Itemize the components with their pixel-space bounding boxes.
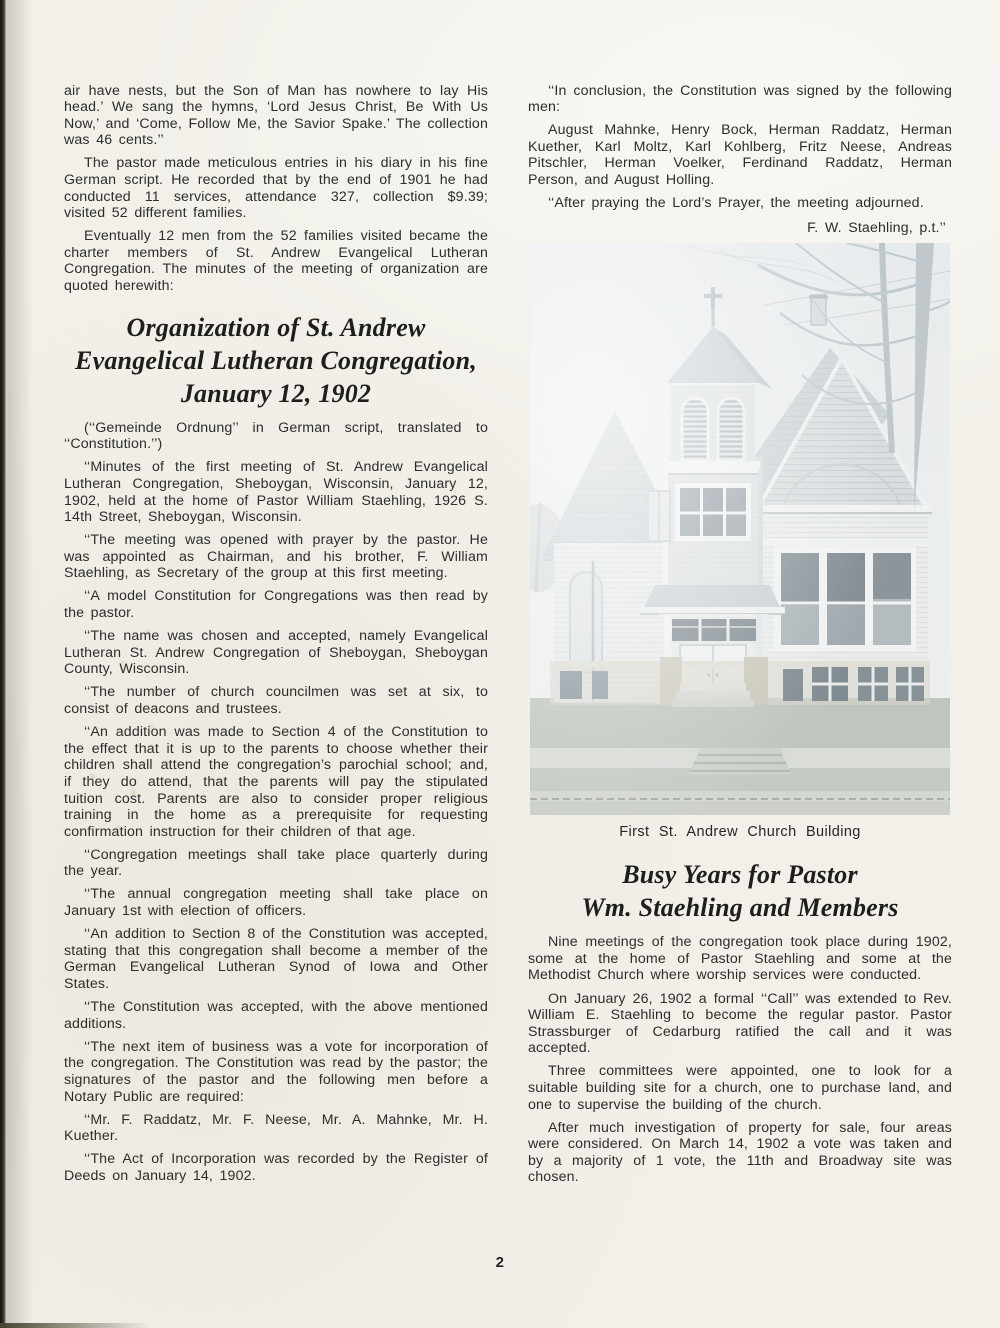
- paragraph: ‘‘After praying the Lord’s Prayer, the meeting adjourned.: [548, 195, 924, 212]
- paragraph: ‘‘Mr. F. Raddatz, Mr. F. Neese, Mr. A. Mahnke, Mr. H. Kuether.: [64, 1111, 488, 1145]
- paragraph: ‘‘The Act of Incorporation was recorded by the Register of Deeds on January 14, 1902.: [64, 1151, 488, 1184]
- paragraph: The pastor made meticulous entries in his diary in his fine German script. He recorded that by the end of 1901 he had conducted 11 services, attendance 327, collection $9.39; visited 52 different families.: [64, 155, 488, 222]
- paragraph: ‘‘Minutes of the first meeting of St. Andrew Evangelical Lutheran Congregation, Sheboygan, Wisconsin, January 12, 1902, held at the home of Pastor William Staehling, 1926 S. 14th Street, Sheboygan, Wisconsin.: [64, 459, 488, 526]
- paragraph: August Mahnke, Henry Bock, Herman Raddatz, Herman Kuether, Karl Moltz, Karl Kohlberg, Fritz Neese, Andreas Pitschler, Herman Voelker, Ferdinand Raddatz, Herman Person, and August Holling.: [528, 122, 952, 188]
- paragraph: ‘‘A model Constitution for Congregations was then read by the pastor.: [64, 588, 488, 622]
- paragraph: ‘‘In conclusion, the Constitution was signed by the following men:: [528, 82, 952, 116]
- paragraph: After much investigation of property for sale, four areas were considered. On March 14, 1902 a vote was taken and by a majority of 1 vote, the 11th and Broadway site was chosen.: [528, 1119, 952, 1186]
- paragraph: ‘‘The number of church councilmen was set at six, to consist of deacons and trustees.: [64, 684, 488, 718]
- heading-line: Evangelical Lutheran Congregation,: [75, 345, 477, 375]
- signature-line: F. W. Staehling, p.t.’’: [807, 219, 946, 236]
- page-number: 2: [495, 1254, 505, 1271]
- paragraph: ‘‘The meeting was opened with prayer by the pastor. He was appointed as Chairman, and his brother, F. William Staehling, as Secretary of the group at this first meeting.: [64, 532, 488, 582]
- photo-caption: First St. Andrew Church Building: [619, 824, 861, 841]
- paragraph: air have nests, but the Son of Man has nowhere to lay His head.’ We sang the hymns, ‘Lord Jesus Christ, Be With Us Now,’ and ‘Come, Follow Me, the Savior Spake.’ The collection was 46 cents.’’: [64, 82, 488, 149]
- scan-edge-left: [0, 0, 7, 1328]
- right-column: [528, 76, 952, 1193]
- scan-edge-shadow: [7, 0, 33, 1328]
- paragraph: ‘‘Congregation meetings shall take place quarterly during the year.: [64, 846, 488, 880]
- paragraph: ‘‘The Constitution was accepted, with the above mentioned additions.: [64, 999, 488, 1032]
- left-column: [64, 76, 488, 1191]
- paragraph: (‘‘Gemeinde Ordnung’’ in German script, translated to ‘‘Constitution.’’): [64, 419, 488, 453]
- section-heading-organization: [64, 311, 488, 410]
- heading-line: Organization of St. Andrew: [126, 312, 426, 342]
- section-heading-busy-years: [528, 858, 952, 924]
- paragraph: ‘‘The annual congregation meeting shall take place on January 1st with election of officers.: [64, 886, 488, 920]
- paragraph: Three committees were appointed, one to look for a suitable building site for a church, one to purchase land, and one to supervise the building of the church.: [528, 1063, 952, 1113]
- heading-line: Wm. Staehling and Members: [581, 893, 899, 923]
- heading-line: January 12, 1902: [180, 378, 372, 408]
- heading-line: Busy Years for Pastor: [622, 860, 858, 890]
- paragraph: ‘‘The name was chosen and accepted, namely Evangelical Lutheran St. Andrew Congregation of Sheboygan, Sheboygan County, Wisconsin.: [64, 628, 488, 678]
- paragraph: Nine meetings of the congregation took place during 1902, some at the home of Pastor Staehling and some at the Methodist Church where worship services were conducted.: [528, 934, 952, 984]
- paragraph: ‘‘An addition to Section 8 of the Constitution was accepted, stating that this congregation shall become a member of the German Evangelical Lutheran Synod of Iowa and Other States.: [64, 926, 488, 992]
- paragraph: Eventually 12 men from the 52 families visited became the charter members of St. Andrew Evangelical Lutheran Congregation. The minutes of the meeting of organization are quoted herewith:: [64, 228, 488, 295]
- paragraph: ‘‘An addition was made to Section 4 of the Constitution to the effect that it is up to the parents to choose whether their children shall attend the congregation’s parochial school; and, if they do attend, that the parents will pay the stipulated tuition cost. Parents are also to consider proper religious training in the home as a prerequisite for requesting confirmation instruction for their children of that age.: [64, 724, 488, 840]
- scan-edge-bottom: [0, 1323, 150, 1328]
- paragraph: On January 26, 1902 a formal ‘‘Call’’ was extended to Rev. William E. Staehling to become the regular pastor. Pastor Strassburger of Cedarburg ratified the call and it was accepted.: [528, 990, 952, 1057]
- church-photo: [530, 243, 950, 815]
- paper-stains: [0, 0, 1, 1]
- paragraph: ‘‘The next item of business was a vote for incorporation of the congregation. The Constitution was read by the pastor; the signatures of the pastor and the following men before a Notary Public are required:: [64, 1038, 488, 1105]
